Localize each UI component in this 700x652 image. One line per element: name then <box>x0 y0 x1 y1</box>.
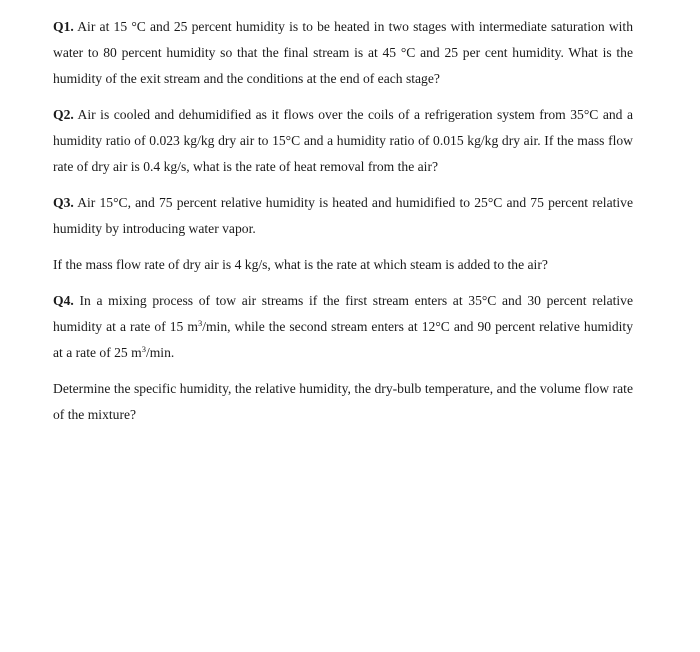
question-4-text-part2: /min, while the second stream enters at 12°C and 90 percent relative humidity at a rate of 25 m <box>53 319 633 360</box>
question-1 <box>53 14 633 92</box>
superscript-cubed: 3 <box>197 318 203 328</box>
question-3-label: Q3. <box>53 195 74 210</box>
question-3-text: Air 15°C, and 75 percent relative humidity is heated and humidified to 25°C and 75 percent relative humidity by introducing water vapor. <box>53 195 633 236</box>
question-3 <box>53 190 633 242</box>
question-4-text-part3: /min. <box>145 345 175 360</box>
question-3-followup: If the mass flow rate of dry air is 4 kg/s, what is the rate at which steam is added to the air? <box>53 257 548 272</box>
question-2 <box>53 102 633 180</box>
question-4-followup: Determine the specific humidity, the relative humidity, the dry-bulb temperature, and the volume flow rate of the mixture? <box>53 381 633 422</box>
question-1-text: Air at 15 °C and 25 percent humidity is to be heated in two stages with intermediate saturation with water to 80 percent humidity so that the final stream is at 45 °C and 25 per cent humidity. What is the humidity of the exit stream and the conditions at the end of each stage? <box>53 19 634 86</box>
question-2-label: Q2. <box>53 107 74 122</box>
question-4 <box>53 288 633 366</box>
question-4-text-part1: In a mixing process of tow air streams if the first stream enters at 35°C and 30 percent relative humidity at a rate of 15 m <box>53 293 633 334</box>
question-4-label: Q4. <box>53 293 74 308</box>
question-1-label: Q1. <box>53 19 74 34</box>
document-page <box>53 14 633 428</box>
question-2-text: Air is cooled and dehumidified as it flows over the coils of a refrigeration system from 35°C and a humidity ratio of 0.023 kg/kg dry air to 15°C and a humidity ratio of 0.015 kg/kg dry air. If the mass flow rate of dry air is 0.4 kg/s, what is the rate of heat removal from the air? <box>53 107 633 174</box>
superscript-cubed: 3 <box>141 344 146 354</box>
